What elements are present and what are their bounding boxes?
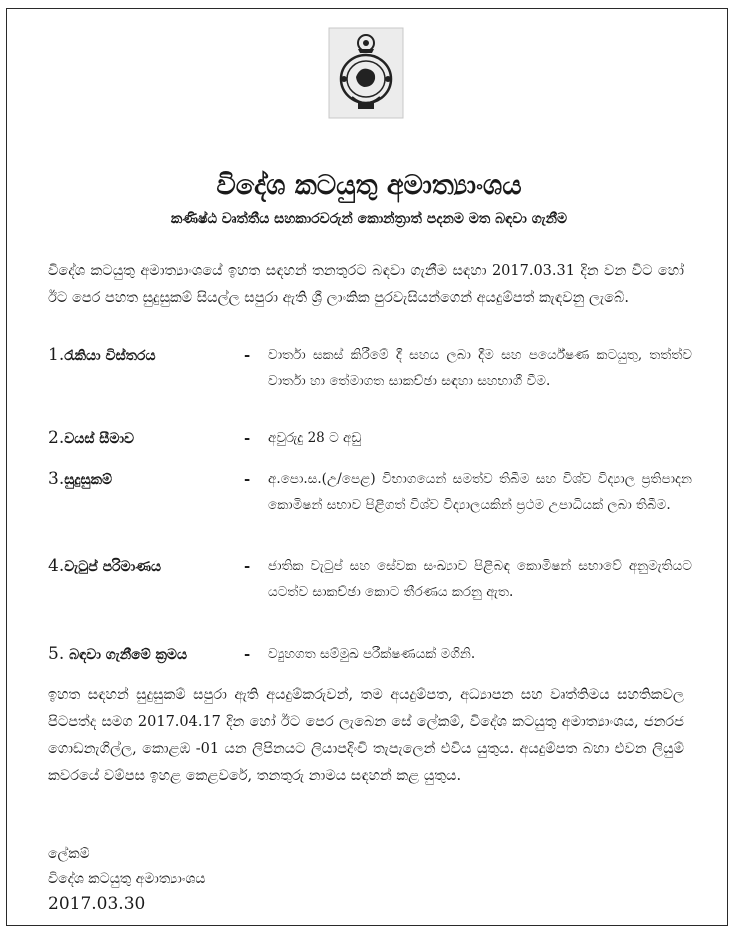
item-dash: -	[244, 470, 251, 488]
item-value: අවුරුදු 28 ට අඩු	[268, 430, 362, 446]
item-dash: -	[244, 346, 251, 364]
signature-block	[48, 842, 205, 917]
item-value: අ.පො.ස.(උ/පෙළ) විභාගයෙන් සමත්ව තිබීම සහ විශ්ව විද්‍යාල ප්‍රතිපාදන කොමිෂන් සභාව පිළිගත් විශ්ව විද්‍යාලයකින් ප්‍රථම උපාධියක් ලබා තිබීම.	[268, 471, 692, 513]
item-value: වාර්තා සකස් කිරීමේ දී සහය ලබා දීම සහ පර්යේෂණ කටයුතු, තත්ත්ව වාර්තා හා තේමාගත සාකච්ඡා සඳහා සහභාගී වීම.	[268, 347, 692, 389]
item-value: ජාතික වැටුප් සහ සේවක සංඛ්‍යාව පිළිබඳ කොමිෂන් සභාවේ අනුමැතියට යටත්ව සාකච්ඡා කොට තීරණය කරනු ඇත.	[268, 558, 692, 600]
signature-office: විදේශ කටයුතු අමාත්‍යාංශය	[48, 871, 206, 887]
item-value: ව්‍යුහගත සම්මුඛ පරීක්ෂණයක් මගිනි.	[268, 646, 476, 662]
item-label: 5. බඳවා ගැනීමේ ක්‍රමය	[48, 644, 188, 664]
item-dash: -	[244, 557, 251, 575]
sri-lanka-emblem-icon	[328, 27, 404, 119]
item-dash: -	[244, 645, 251, 663]
page-title: විදේශ කටයුතු අමාත්‍යාංශය	[216, 170, 522, 201]
signature-date: 2017.03.30	[48, 894, 146, 914]
signature-role: ලේකම්	[48, 846, 90, 862]
item-dash: -	[244, 429, 251, 447]
item-label: 4.වැටුප් පරිමාණය	[48, 556, 162, 576]
item-label: 1.රැකියා විස්තරය	[48, 345, 156, 365]
closing-paragraph: ඉහත සඳහන් සුදුසුකම් සපුරා ඇති අයදුම්කරුවන්, තම අයදුම්පත, අධ්‍යාපන සහ වෘත්තිමය සහතිකවල පිටපත්ද සමග 2017.04.17 දින හෝ ඊට පෙර ලැබෙන සේ ලේකම්, විදේශ කටයුතු අමාත්‍යාංශය, ජනරජ ගොඩනැගිල්ල, කොළඹ -01 යන ලිපිනයට ලියාපදිංචි තැපැලෙන් එවිය යුතුය. අයදුම්පත බහා එවන ලියුම් කවරයේ වම්පස ඉහළ කෙළවරේ, තනතුරු නාමය සඳහන් කළ යුතුය.	[48, 687, 684, 784]
page-subtitle: කණිෂ්ඨ වෘත්තීය සහකාරවරුන් කොන්ත්‍රාත් පදනම මත බඳවා ගැනීම	[170, 211, 568, 227]
item-label: 3.සුදුසුකම්	[48, 469, 113, 489]
intro-paragraph: විදේශ කටයුතු අමාත්‍යාංශයේ ඉහත සඳහන් තනතුරට බඳවා ගැනීම සඳහා 2017.03.31 දින වන විට හෝ ඊට පෙර පහත සුදුසුකම් සියල්ල සපුරා ඇති ශ්‍රී ලාංකික පුරවැසියන්ගෙන් අයදුම්පත් කැඳවනු ලැබේ.	[48, 263, 684, 306]
item-label: 2.වයස් සීමාව	[48, 428, 135, 448]
